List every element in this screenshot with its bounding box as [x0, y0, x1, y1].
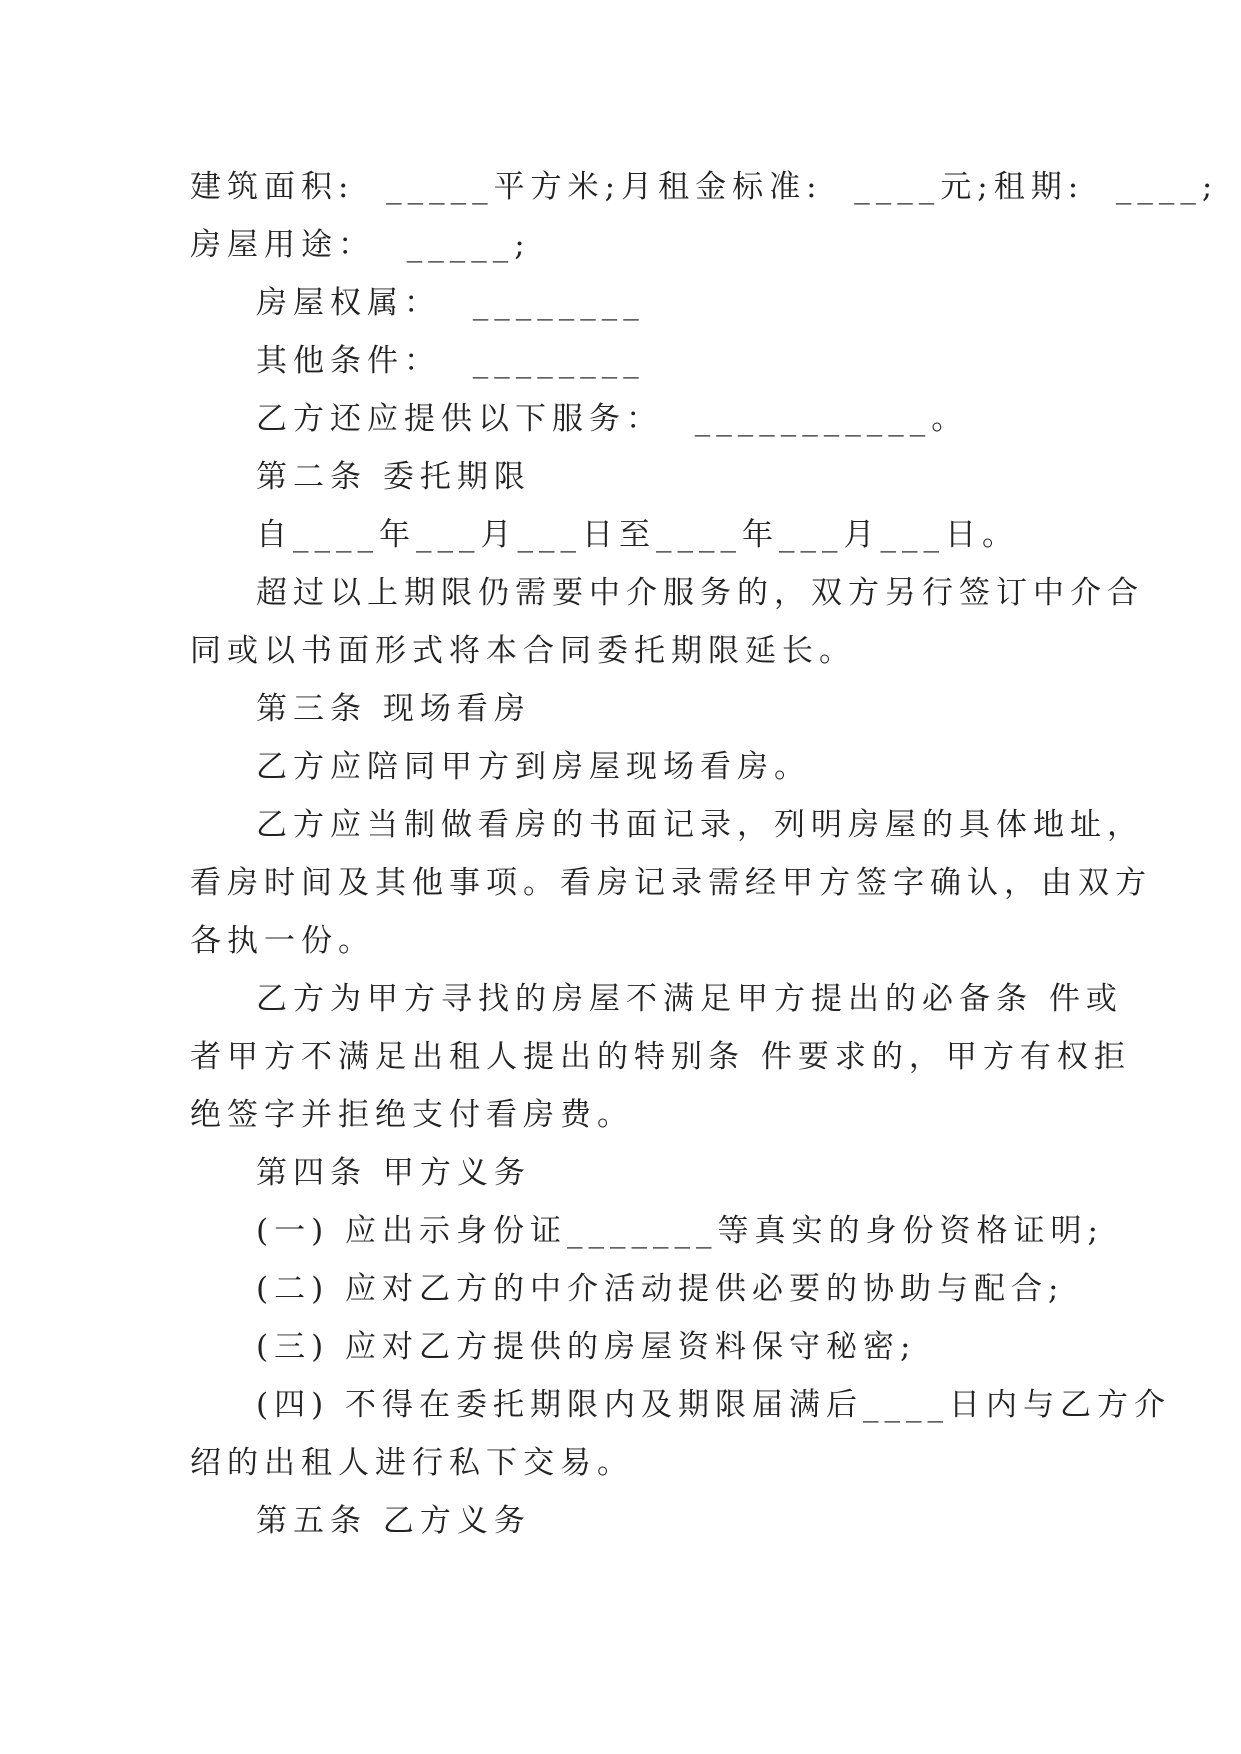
text-line: 同或以书面形式将本合同委托期限延长。	[190, 633, 856, 669]
text-line: 乙方还应提供以下服务： ___________。	[256, 401, 969, 437]
text-line: 房屋用途： _____;	[190, 227, 531, 263]
text-line: 超过以上期限仍需要中介服务的，双方另行签订中介合	[256, 575, 1144, 611]
list-item: (一) 应出示身份证_______等真实的身份资格证明;	[256, 1213, 1104, 1249]
text-line: 者甲方不满足出租人提出的特别条 件要求的，甲方有权拒	[190, 1039, 1131, 1075]
text-line: 绝签字并拒绝支付看房费。	[190, 1097, 634, 1133]
text-line: 绍的出租人进行私下交易。	[190, 1445, 634, 1481]
text-line: 其他条件： ________	[256, 343, 645, 379]
text-line: 自____年___月___日至____年___月___日。	[256, 517, 1019, 553]
text-line: 各执一份。	[190, 923, 375, 959]
text-line: 房屋权属： ________	[256, 285, 645, 321]
section-heading: 第三条 现场看房	[256, 691, 531, 727]
text-line: 乙方为甲方寻找的房屋不满足甲方提出的必备条 件或	[256, 981, 1123, 1017]
text-line: 乙方应当制做看房的书面记录，列明房屋的具体地址，	[256, 807, 1144, 843]
section-heading: 第五条 乙方义务	[256, 1503, 531, 1539]
section-heading: 第二条 委托期限	[256, 459, 531, 495]
list-item: (四) 不得在委托期限内及期限届满后____日内与乙方介	[256, 1387, 1172, 1423]
text-line: 建筑面积: _____平方米;月租金标准: ____元;租期: ____;	[190, 169, 1219, 205]
text-line: 看房时间及其他事项。看房记录需经甲方签字确认，由双方	[190, 865, 1152, 901]
section-heading: 第四条 甲方义务	[256, 1155, 531, 1191]
list-item: (三) 应对乙方提供的房屋资料保守秘密;	[256, 1329, 917, 1365]
list-item: (二) 应对乙方的中介活动提供必要的协助与配合;	[256, 1271, 1065, 1307]
text-line: 乙方应陪同甲方到房屋现场看房。	[256, 749, 811, 785]
